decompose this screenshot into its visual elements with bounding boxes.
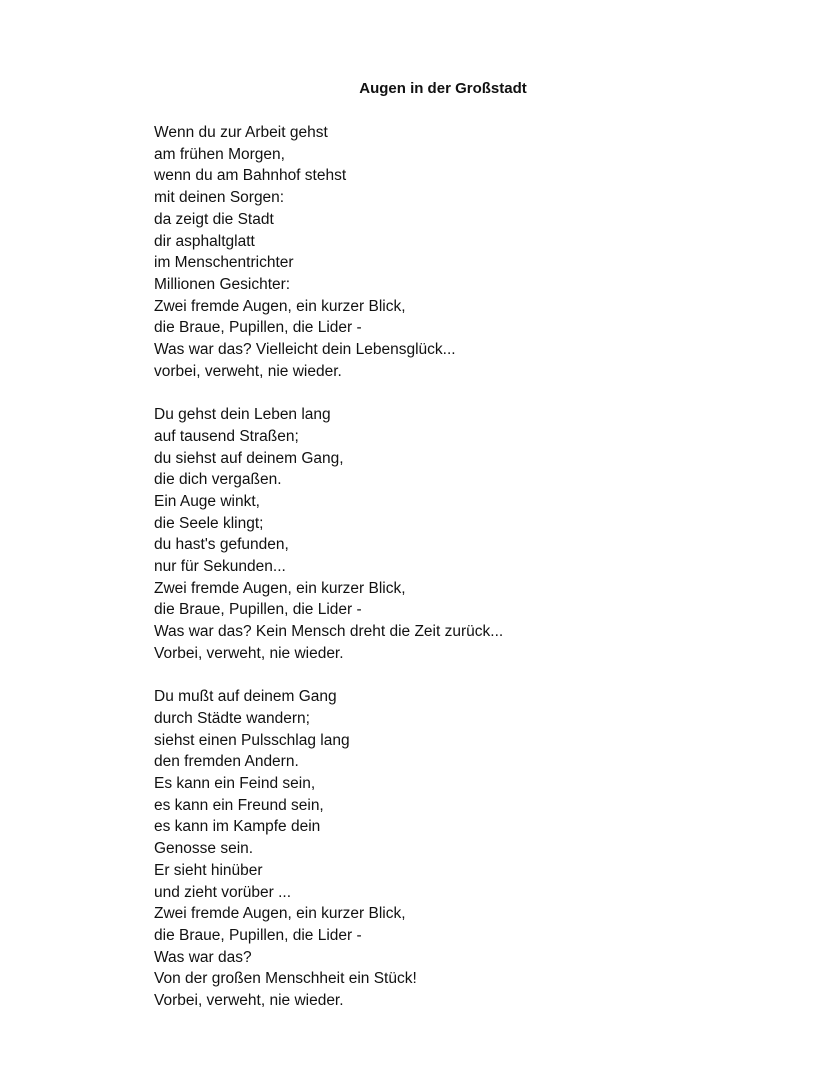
poem-line: Zwei fremde Augen, ein kurzer Blick,: [154, 905, 406, 923]
poem-line: mit deinen Sorgen:: [154, 189, 285, 207]
poem-line: siehst einen Pulsschlag lang: [154, 731, 350, 749]
poem-line: Vorbei, verweht, nie wieder.: [154, 644, 344, 662]
poem-line: wenn du am Bahnhof stehst: [154, 167, 347, 185]
poem-line: Du gehst dein Leben lang: [154, 406, 331, 424]
poem-line: Es kann ein Feind sein,: [154, 775, 316, 793]
poem-line: es kann im Kampfe dein: [154, 818, 321, 836]
poem-line: und zieht vorüber ...: [154, 883, 291, 901]
poem-line: Zwei fremde Augen, ein kurzer Blick,: [154, 579, 406, 597]
poem-line: die dich vergaßen.: [154, 471, 282, 489]
poem-line: Du mußt auf deinem Gang: [154, 688, 337, 706]
poem-line: Zwei fremde Augen, ein kurzer Blick,: [154, 297, 406, 315]
poem-line: da zeigt die Stadt: [154, 210, 274, 228]
poem-line: Was war das? Kein Mensch dreht die Zeit zurück...: [154, 623, 504, 641]
poem-line: die Braue, Pupillen, die Lider -: [154, 319, 362, 337]
poem-line: Von der großen Menschheit ein Stück!: [154, 970, 417, 988]
poem-line: du hast's gefunden,: [154, 536, 289, 554]
poem-line: Genosse sein.: [154, 840, 254, 858]
poem-line: Was war das? Vielleicht dein Lebensglück...: [154, 341, 456, 359]
poem-line: Er sieht hinüber: [154, 861, 263, 879]
poem-line: die Braue, Pupillen, die Lider -: [154, 601, 362, 619]
poem-line: es kann ein Freund sein,: [154, 796, 324, 814]
poem-line: nur für Sekunden...: [154, 558, 286, 576]
poem-body: [154, 122, 754, 1033]
poem-line: im Menschentrichter: [154, 254, 294, 272]
poem-line: am frühen Morgen,: [154, 145, 285, 163]
poem-line: Wenn du zur Arbeit gehst: [154, 124, 328, 141]
poem-line: Millionen Gesichter:: [154, 275, 291, 293]
poem-line: dir asphaltglatt: [154, 232, 255, 250]
poem-line: du siehst auf deinem Gang,: [154, 449, 344, 467]
stanza-2: [154, 404, 754, 664]
poem-line: die Seele klingt;: [154, 514, 264, 532]
poem-line: Vorbei, verweht, nie wieder.: [154, 992, 344, 1010]
poem-line: den fremden Andern.: [154, 753, 299, 771]
poem-title: Augen in der Großstadt: [359, 80, 527, 97]
stanza-1: [154, 122, 754, 382]
poem-line: durch Städte wandern;: [154, 709, 310, 727]
poem-line: die Braue, Pupillen, die Lider -: [154, 926, 362, 944]
poem-line: Ein Auge winkt,: [154, 492, 260, 510]
poem-line: auf tausend Straßen;: [154, 427, 299, 445]
stanza-3: [154, 686, 754, 1012]
poem-line: vorbei, verweht, nie wieder.: [154, 362, 342, 380]
poem-line: Was war das?: [154, 948, 252, 966]
